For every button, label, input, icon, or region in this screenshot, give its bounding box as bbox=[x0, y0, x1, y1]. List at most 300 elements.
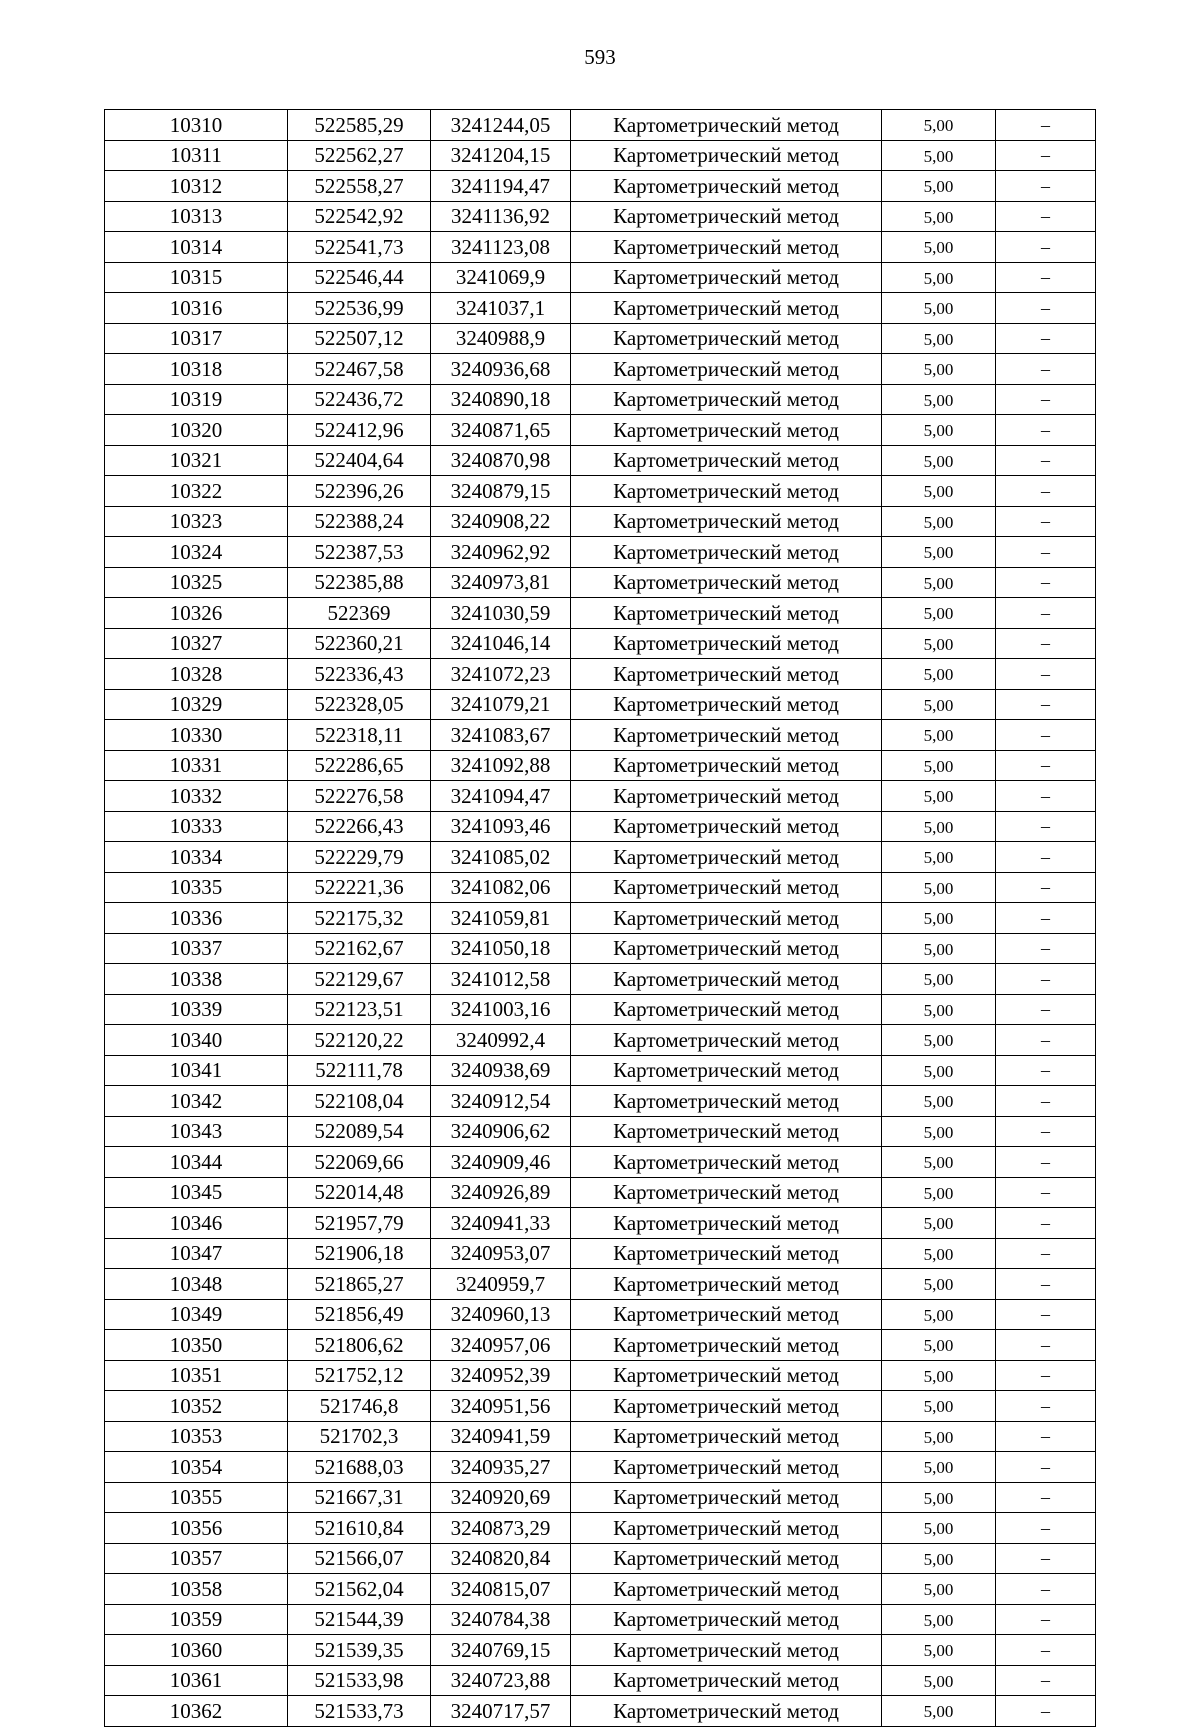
point-number-cell: 10335 bbox=[105, 872, 288, 903]
table-row bbox=[105, 1177, 1096, 1208]
x-coordinate-cell: 521533,73 bbox=[288, 1696, 431, 1727]
x-coordinate-cell: 522229,79 bbox=[288, 842, 431, 873]
x-coordinate-cell: 522436,72 bbox=[288, 384, 431, 415]
y-coordinate-cell: 3240769,15 bbox=[431, 1635, 571, 1666]
method-cell: Картометрический метод bbox=[571, 781, 882, 812]
method-cell: Картометрический метод bbox=[571, 384, 882, 415]
table-row bbox=[105, 1238, 1096, 1269]
note-cell: – bbox=[996, 415, 1096, 446]
point-number-cell: 10319 bbox=[105, 384, 288, 415]
accuracy-cell: 5,00 bbox=[882, 598, 996, 629]
method-cell: Картометрический метод bbox=[571, 1574, 882, 1605]
point-number-cell: 10311 bbox=[105, 140, 288, 171]
note-cell: – bbox=[996, 750, 1096, 781]
accuracy-cell: 5,00 bbox=[882, 1391, 996, 1422]
x-coordinate-cell: 521906,18 bbox=[288, 1238, 431, 1269]
x-coordinate-cell: 521688,03 bbox=[288, 1452, 431, 1483]
method-cell: Картометрический метод bbox=[571, 1086, 882, 1117]
table-row bbox=[105, 872, 1096, 903]
y-coordinate-cell: 3240952,39 bbox=[431, 1360, 571, 1391]
method-cell: Картометрический метод bbox=[571, 1513, 882, 1544]
y-coordinate-cell: 3241082,06 bbox=[431, 872, 571, 903]
note-cell: – bbox=[996, 994, 1096, 1025]
note-cell: – bbox=[996, 1208, 1096, 1239]
x-coordinate-cell: 522388,24 bbox=[288, 506, 431, 537]
note-cell: – bbox=[996, 232, 1096, 263]
x-coordinate-cell: 521865,27 bbox=[288, 1269, 431, 1300]
note-cell: – bbox=[996, 628, 1096, 659]
table-row bbox=[105, 659, 1096, 690]
accuracy-cell: 5,00 bbox=[882, 1055, 996, 1086]
x-coordinate-cell: 522387,53 bbox=[288, 537, 431, 568]
y-coordinate-cell: 3240815,07 bbox=[431, 1574, 571, 1605]
method-cell: Картометрический метод bbox=[571, 323, 882, 354]
method-cell: Картометрический метод bbox=[571, 1635, 882, 1666]
accuracy-cell: 5,00 bbox=[882, 232, 996, 263]
method-cell: Картометрический метод bbox=[571, 1665, 882, 1696]
table-row bbox=[105, 964, 1096, 995]
table-row bbox=[105, 110, 1096, 141]
method-cell: Картометрический метод bbox=[571, 903, 882, 934]
accuracy-cell: 5,00 bbox=[882, 1147, 996, 1178]
table-row bbox=[105, 628, 1096, 659]
point-number-cell: 10348 bbox=[105, 1269, 288, 1300]
table-row bbox=[105, 354, 1096, 385]
table-row bbox=[105, 811, 1096, 842]
accuracy-cell: 5,00 bbox=[882, 506, 996, 537]
method-cell: Картометрический метод bbox=[571, 1055, 882, 1086]
table-row bbox=[105, 1543, 1096, 1574]
accuracy-cell: 5,00 bbox=[882, 293, 996, 324]
table-row bbox=[105, 1208, 1096, 1239]
point-number-cell: 10324 bbox=[105, 537, 288, 568]
x-coordinate-cell: 522542,92 bbox=[288, 201, 431, 232]
note-cell: – bbox=[996, 293, 1096, 324]
table-row bbox=[105, 1086, 1096, 1117]
accuracy-cell: 5,00 bbox=[882, 1299, 996, 1330]
x-coordinate-cell: 522276,58 bbox=[288, 781, 431, 812]
note-cell: – bbox=[996, 1574, 1096, 1605]
table-row bbox=[105, 201, 1096, 232]
accuracy-cell: 5,00 bbox=[882, 628, 996, 659]
x-coordinate-cell: 522385,88 bbox=[288, 567, 431, 598]
x-coordinate-cell: 522558,27 bbox=[288, 171, 431, 202]
note-cell: – bbox=[996, 1513, 1096, 1544]
x-coordinate-cell: 521752,12 bbox=[288, 1360, 431, 1391]
point-number-cell: 10310 bbox=[105, 110, 288, 141]
note-cell: – bbox=[996, 323, 1096, 354]
accuracy-cell: 5,00 bbox=[882, 1574, 996, 1605]
accuracy-cell: 5,00 bbox=[882, 1025, 996, 1056]
point-number-cell: 10362 bbox=[105, 1696, 288, 1727]
y-coordinate-cell: 3240957,06 bbox=[431, 1330, 571, 1361]
note-cell: – bbox=[996, 598, 1096, 629]
method-cell: Картометрический метод bbox=[571, 598, 882, 629]
x-coordinate-cell: 522412,96 bbox=[288, 415, 431, 446]
y-coordinate-cell: 3241046,14 bbox=[431, 628, 571, 659]
accuracy-cell: 5,00 bbox=[882, 1360, 996, 1391]
method-cell: Картометрический метод bbox=[571, 1391, 882, 1422]
table-row bbox=[105, 720, 1096, 751]
point-number-cell: 10326 bbox=[105, 598, 288, 629]
method-cell: Картометрический метод bbox=[571, 110, 882, 141]
accuracy-cell: 5,00 bbox=[882, 1635, 996, 1666]
note-cell: – bbox=[996, 1482, 1096, 1513]
point-number-cell: 10315 bbox=[105, 262, 288, 293]
note-cell: – bbox=[996, 537, 1096, 568]
accuracy-cell: 5,00 bbox=[882, 1086, 996, 1117]
point-number-cell: 10336 bbox=[105, 903, 288, 934]
point-number-cell: 10345 bbox=[105, 1177, 288, 1208]
table-row bbox=[105, 1696, 1096, 1727]
x-coordinate-cell: 522336,43 bbox=[288, 659, 431, 690]
y-coordinate-cell: 3240941,33 bbox=[431, 1208, 571, 1239]
table-row bbox=[105, 1055, 1096, 1086]
point-number-cell: 10317 bbox=[105, 323, 288, 354]
x-coordinate-cell: 522120,22 bbox=[288, 1025, 431, 1056]
point-number-cell: 10325 bbox=[105, 567, 288, 598]
x-coordinate-cell: 522221,36 bbox=[288, 872, 431, 903]
coordinates-table bbox=[104, 109, 1096, 1727]
point-number-cell: 10320 bbox=[105, 415, 288, 446]
point-number-cell: 10337 bbox=[105, 933, 288, 964]
x-coordinate-cell: 521667,31 bbox=[288, 1482, 431, 1513]
accuracy-cell: 5,00 bbox=[882, 1177, 996, 1208]
table-row bbox=[105, 140, 1096, 171]
method-cell: Картометрический метод bbox=[571, 811, 882, 842]
accuracy-cell: 5,00 bbox=[882, 1604, 996, 1635]
note-cell: – bbox=[996, 1391, 1096, 1422]
method-cell: Картометрический метод bbox=[571, 1208, 882, 1239]
method-cell: Картометрический метод bbox=[571, 476, 882, 507]
table-row bbox=[105, 750, 1096, 781]
y-coordinate-cell: 3240936,68 bbox=[431, 354, 571, 385]
y-coordinate-cell: 3240926,89 bbox=[431, 1177, 571, 1208]
accuracy-cell: 5,00 bbox=[882, 689, 996, 720]
y-coordinate-cell: 3240908,22 bbox=[431, 506, 571, 537]
point-number-cell: 10349 bbox=[105, 1299, 288, 1330]
x-coordinate-cell: 522108,04 bbox=[288, 1086, 431, 1117]
table-row bbox=[105, 537, 1096, 568]
method-cell: Картометрический метод bbox=[571, 1177, 882, 1208]
method-cell: Картометрический метод bbox=[571, 415, 882, 446]
method-cell: Картометрический метод bbox=[571, 1269, 882, 1300]
table-row bbox=[105, 567, 1096, 598]
y-coordinate-cell: 3241059,81 bbox=[431, 903, 571, 934]
method-cell: Картометрический метод bbox=[571, 1238, 882, 1269]
method-cell: Картометрический метод bbox=[571, 994, 882, 1025]
accuracy-cell: 5,00 bbox=[882, 354, 996, 385]
method-cell: Картометрический метод bbox=[571, 689, 882, 720]
method-cell: Картометрический метод bbox=[571, 201, 882, 232]
method-cell: Картометрический метод bbox=[571, 1360, 882, 1391]
x-coordinate-cell: 522585,29 bbox=[288, 110, 431, 141]
note-cell: – bbox=[996, 1421, 1096, 1452]
table-row bbox=[105, 415, 1096, 446]
method-cell: Картометрический метод bbox=[571, 1116, 882, 1147]
accuracy-cell: 5,00 bbox=[882, 994, 996, 1025]
y-coordinate-cell: 3241194,47 bbox=[431, 171, 571, 202]
note-cell: – bbox=[996, 384, 1096, 415]
method-cell: Картометрический метод bbox=[571, 1482, 882, 1513]
x-coordinate-cell: 522546,44 bbox=[288, 262, 431, 293]
y-coordinate-cell: 3241030,59 bbox=[431, 598, 571, 629]
table-row bbox=[105, 1665, 1096, 1696]
point-number-cell: 10357 bbox=[105, 1543, 288, 1574]
note-cell: – bbox=[996, 659, 1096, 690]
x-coordinate-cell: 521746,8 bbox=[288, 1391, 431, 1422]
accuracy-cell: 5,00 bbox=[882, 720, 996, 751]
y-coordinate-cell: 3240870,98 bbox=[431, 445, 571, 476]
x-coordinate-cell: 521957,79 bbox=[288, 1208, 431, 1239]
note-cell: – bbox=[996, 1055, 1096, 1086]
point-number-cell: 10332 bbox=[105, 781, 288, 812]
table-row bbox=[105, 1147, 1096, 1178]
note-cell: – bbox=[996, 842, 1096, 873]
x-coordinate-cell: 522467,58 bbox=[288, 354, 431, 385]
y-coordinate-cell: 3240873,29 bbox=[431, 1513, 571, 1544]
accuracy-cell: 5,00 bbox=[882, 110, 996, 141]
method-cell: Картометрический метод bbox=[571, 232, 882, 263]
x-coordinate-cell: 522536,99 bbox=[288, 293, 431, 324]
method-cell: Картометрический метод bbox=[571, 1025, 882, 1056]
table-row bbox=[105, 1574, 1096, 1605]
table-row bbox=[105, 1299, 1096, 1330]
method-cell: Картометрический метод bbox=[571, 964, 882, 995]
accuracy-cell: 5,00 bbox=[882, 445, 996, 476]
y-coordinate-cell: 3240912,54 bbox=[431, 1086, 571, 1117]
note-cell: – bbox=[996, 110, 1096, 141]
x-coordinate-cell: 522396,26 bbox=[288, 476, 431, 507]
method-cell: Картометрический метод bbox=[571, 1330, 882, 1361]
accuracy-cell: 5,00 bbox=[882, 476, 996, 507]
point-number-cell: 10358 bbox=[105, 1574, 288, 1605]
y-coordinate-cell: 3241244,05 bbox=[431, 110, 571, 141]
note-cell: – bbox=[996, 781, 1096, 812]
x-coordinate-cell: 522286,65 bbox=[288, 750, 431, 781]
point-number-cell: 10330 bbox=[105, 720, 288, 751]
accuracy-cell: 5,00 bbox=[882, 262, 996, 293]
note-cell: – bbox=[996, 1025, 1096, 1056]
accuracy-cell: 5,00 bbox=[882, 903, 996, 934]
point-number-cell: 10342 bbox=[105, 1086, 288, 1117]
accuracy-cell: 5,00 bbox=[882, 1543, 996, 1574]
table-row bbox=[105, 598, 1096, 629]
table-row bbox=[105, 293, 1096, 324]
point-number-cell: 10353 bbox=[105, 1421, 288, 1452]
accuracy-cell: 5,00 bbox=[882, 964, 996, 995]
point-number-cell: 10341 bbox=[105, 1055, 288, 1086]
table-row bbox=[105, 933, 1096, 964]
x-coordinate-cell: 521806,62 bbox=[288, 1330, 431, 1361]
note-cell: – bbox=[996, 811, 1096, 842]
x-coordinate-cell: 522069,66 bbox=[288, 1147, 431, 1178]
table-row bbox=[105, 506, 1096, 537]
y-coordinate-cell: 3240723,88 bbox=[431, 1665, 571, 1696]
accuracy-cell: 5,00 bbox=[882, 537, 996, 568]
table-row bbox=[105, 1269, 1096, 1300]
x-coordinate-cell: 521856,49 bbox=[288, 1299, 431, 1330]
point-number-cell: 10329 bbox=[105, 689, 288, 720]
y-coordinate-cell: 3240784,38 bbox=[431, 1604, 571, 1635]
y-coordinate-cell: 3241204,15 bbox=[431, 140, 571, 171]
table-row bbox=[105, 842, 1096, 873]
method-cell: Картометрический метод bbox=[571, 506, 882, 537]
point-number-cell: 10338 bbox=[105, 964, 288, 995]
point-number-cell: 10322 bbox=[105, 476, 288, 507]
point-number-cell: 10359 bbox=[105, 1604, 288, 1635]
table-row bbox=[105, 1116, 1096, 1147]
note-cell: – bbox=[996, 140, 1096, 171]
y-coordinate-cell: 3241003,16 bbox=[431, 994, 571, 1025]
y-coordinate-cell: 3240962,92 bbox=[431, 537, 571, 568]
note-cell: – bbox=[996, 1147, 1096, 1178]
method-cell: Картометрический метод bbox=[571, 1604, 882, 1635]
x-coordinate-cell: 522175,32 bbox=[288, 903, 431, 934]
accuracy-cell: 5,00 bbox=[882, 1452, 996, 1483]
accuracy-cell: 5,00 bbox=[882, 323, 996, 354]
note-cell: – bbox=[996, 1177, 1096, 1208]
y-coordinate-cell: 3240920,69 bbox=[431, 1482, 571, 1513]
x-coordinate-cell: 522266,43 bbox=[288, 811, 431, 842]
y-coordinate-cell: 3240820,84 bbox=[431, 1543, 571, 1574]
x-coordinate-cell: 522562,27 bbox=[288, 140, 431, 171]
method-cell: Картометрический метод bbox=[571, 140, 882, 171]
method-cell: Картометрический метод bbox=[571, 933, 882, 964]
accuracy-cell: 5,00 bbox=[882, 811, 996, 842]
method-cell: Картометрический метод bbox=[571, 354, 882, 385]
y-coordinate-cell: 3241136,92 bbox=[431, 201, 571, 232]
note-cell: – bbox=[996, 933, 1096, 964]
method-cell: Картометрический метод bbox=[571, 1421, 882, 1452]
note-cell: – bbox=[996, 1116, 1096, 1147]
method-cell: Картометрический метод bbox=[571, 293, 882, 324]
table-row bbox=[105, 1391, 1096, 1422]
accuracy-cell: 5,00 bbox=[882, 1116, 996, 1147]
y-coordinate-cell: 3240871,65 bbox=[431, 415, 571, 446]
x-coordinate-cell: 522089,54 bbox=[288, 1116, 431, 1147]
table-row bbox=[105, 262, 1096, 293]
point-number-cell: 10351 bbox=[105, 1360, 288, 1391]
y-coordinate-cell: 3241123,08 bbox=[431, 232, 571, 263]
table-row bbox=[105, 781, 1096, 812]
accuracy-cell: 5,00 bbox=[882, 842, 996, 873]
table-row bbox=[105, 1635, 1096, 1666]
note-cell: – bbox=[996, 903, 1096, 934]
x-coordinate-cell: 522318,11 bbox=[288, 720, 431, 751]
x-coordinate-cell: 521702,3 bbox=[288, 1421, 431, 1452]
point-number-cell: 10361 bbox=[105, 1665, 288, 1696]
x-coordinate-cell: 522014,48 bbox=[288, 1177, 431, 1208]
table-row bbox=[105, 384, 1096, 415]
point-number-cell: 10314 bbox=[105, 232, 288, 263]
table-row bbox=[105, 1025, 1096, 1056]
point-number-cell: 10313 bbox=[105, 201, 288, 232]
method-cell: Картометрический метод bbox=[571, 659, 882, 690]
x-coordinate-cell: 521566,07 bbox=[288, 1543, 431, 1574]
table-row bbox=[105, 903, 1096, 934]
y-coordinate-cell: 3241079,21 bbox=[431, 689, 571, 720]
x-coordinate-cell: 522162,67 bbox=[288, 933, 431, 964]
method-cell: Картометрический метод bbox=[571, 872, 882, 903]
page-number: 593 bbox=[584, 45, 616, 69]
x-coordinate-cell: 522328,05 bbox=[288, 689, 431, 720]
accuracy-cell: 5,00 bbox=[882, 781, 996, 812]
y-coordinate-cell: 3241094,47 bbox=[431, 781, 571, 812]
accuracy-cell: 5,00 bbox=[882, 384, 996, 415]
y-coordinate-cell: 3240879,15 bbox=[431, 476, 571, 507]
note-cell: – bbox=[996, 872, 1096, 903]
x-coordinate-cell: 521533,98 bbox=[288, 1665, 431, 1696]
accuracy-cell: 5,00 bbox=[882, 171, 996, 202]
accuracy-cell: 5,00 bbox=[882, 1421, 996, 1452]
point-number-cell: 10312 bbox=[105, 171, 288, 202]
note-cell: – bbox=[996, 201, 1096, 232]
point-number-cell: 10328 bbox=[105, 659, 288, 690]
point-number-cell: 10316 bbox=[105, 293, 288, 324]
y-coordinate-cell: 3241072,23 bbox=[431, 659, 571, 690]
y-coordinate-cell: 3240959,7 bbox=[431, 1269, 571, 1300]
method-cell: Картометрический метод bbox=[571, 1543, 882, 1574]
accuracy-cell: 5,00 bbox=[882, 750, 996, 781]
method-cell: Картометрический метод bbox=[571, 720, 882, 751]
point-number-cell: 10354 bbox=[105, 1452, 288, 1483]
y-coordinate-cell: 3240988,9 bbox=[431, 323, 571, 354]
accuracy-cell: 5,00 bbox=[882, 872, 996, 903]
table-row bbox=[105, 689, 1096, 720]
accuracy-cell: 5,00 bbox=[882, 1482, 996, 1513]
table-row bbox=[105, 1452, 1096, 1483]
point-number-cell: 10321 bbox=[105, 445, 288, 476]
note-cell: – bbox=[996, 1696, 1096, 1727]
y-coordinate-cell: 3240909,46 bbox=[431, 1147, 571, 1178]
x-coordinate-cell: 521544,39 bbox=[288, 1604, 431, 1635]
accuracy-cell: 5,00 bbox=[882, 1665, 996, 1696]
y-coordinate-cell: 3240960,13 bbox=[431, 1299, 571, 1330]
method-cell: Картометрический метод bbox=[571, 537, 882, 568]
note-cell: – bbox=[996, 171, 1096, 202]
method-cell: Картометрический метод bbox=[571, 1452, 882, 1483]
table-row bbox=[105, 476, 1096, 507]
y-coordinate-cell: 3240951,56 bbox=[431, 1391, 571, 1422]
x-coordinate-cell: 522360,21 bbox=[288, 628, 431, 659]
point-number-cell: 10327 bbox=[105, 628, 288, 659]
point-number-cell: 10350 bbox=[105, 1330, 288, 1361]
note-cell: – bbox=[996, 1238, 1096, 1269]
accuracy-cell: 5,00 bbox=[882, 1269, 996, 1300]
method-cell: Картометрический метод bbox=[571, 628, 882, 659]
table-row bbox=[105, 1482, 1096, 1513]
point-number-cell: 10356 bbox=[105, 1513, 288, 1544]
table-row bbox=[105, 232, 1096, 263]
y-coordinate-cell: 3241083,67 bbox=[431, 720, 571, 751]
x-coordinate-cell: 522123,51 bbox=[288, 994, 431, 1025]
table-row bbox=[105, 1513, 1096, 1544]
note-cell: – bbox=[996, 476, 1096, 507]
accuracy-cell: 5,00 bbox=[882, 567, 996, 598]
table-row bbox=[105, 445, 1096, 476]
point-number-cell: 10318 bbox=[105, 354, 288, 385]
table-row bbox=[105, 1360, 1096, 1391]
point-number-cell: 10331 bbox=[105, 750, 288, 781]
y-coordinate-cell: 3240935,27 bbox=[431, 1452, 571, 1483]
note-cell: – bbox=[996, 1299, 1096, 1330]
note-cell: – bbox=[996, 1269, 1096, 1300]
point-number-cell: 10344 bbox=[105, 1147, 288, 1178]
table-row bbox=[105, 171, 1096, 202]
note-cell: – bbox=[996, 445, 1096, 476]
method-cell: Картометрический метод bbox=[571, 1696, 882, 1727]
